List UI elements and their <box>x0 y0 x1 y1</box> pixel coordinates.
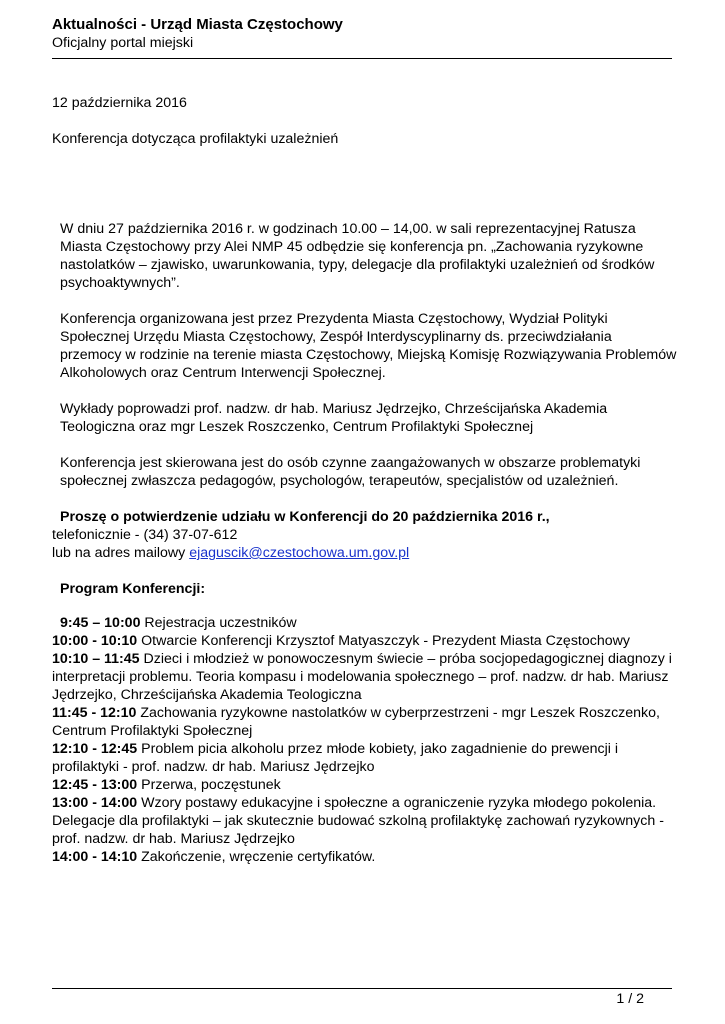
program-item <box>52 632 677 650</box>
program-time: 10:00 - 10:10 <box>52 633 138 649</box>
confirmation-email-line <box>52 544 677 562</box>
article-date: 12 października 2016 <box>52 95 187 111</box>
confirmation-block <box>52 508 677 562</box>
program-time: 12:10 - 12:45 <box>52 741 138 757</box>
confirmation-phone: telefonicznie - (34) 37-07-612 <box>52 527 238 543</box>
footer-divider <box>52 988 672 989</box>
header-divider <box>52 58 672 59</box>
program-desc: Otwarcie Konferencji Krzysztof Matyaszczyk - Prezydent Miasta Częstochowy <box>137 633 630 649</box>
site-subtitle: Oficjalny portal miejski <box>52 35 194 51</box>
program-desc: Zakończenie, wręczenie certyfikatów. <box>137 849 376 865</box>
page-number: 1 / 2 <box>616 991 644 1007</box>
paragraph-audience: Konferencja jest skierowana jest do osób czynne zaangażowanych w obszarze problematyki społecznej zwłaszcza pedagogów, psychologów, terapeutów, specjalistów od uzależnień. <box>60 455 641 489</box>
program-time: 14:00 - 14:10 <box>52 849 138 865</box>
program-heading: Program Konferencji: <box>60 581 206 597</box>
program-item <box>52 614 677 632</box>
article-body <box>52 94 677 866</box>
confirmation-heading: Proszę o potwierdzenie udziału w Konferencji do 20 października 2016 r., <box>60 509 550 525</box>
program-desc: Zachowania ryzykowne nastolatków w cyberprzestrzeni - mgr Leszek Roszczenko, Centrum Profilaktyki Społecznej <box>52 705 660 739</box>
paragraph-lecturers: Wykłady poprowadzi prof. nadzw. dr hab. Mariusz Jędrzejko, Chrześcijańska Akademia Teologiczna oraz mgr Leszek Roszczenko, Centrum Profilaktyki Społecznej <box>60 401 608 435</box>
paragraph-intro: W dniu 27 października 2016 r. w godzinach 10.00 – 14,00. w sali reprezentacyjnej Ratusza Miasta Częstochowy przy Alei NMP 45 odbędzie się konferencja pn. „Zachowania ryzykowne nastolatków – zjawisko, uwarunkowania, typy, delegacje dla profilaktyki uzależnień od środków psychoaktywnych”. <box>60 221 655 291</box>
program-time: 12:45 - 13:00 <box>52 777 138 793</box>
article-title: Konferencja dotycząca profilaktyki uzależnień <box>52 131 339 147</box>
program-desc: Wzory postawy edukacyjne i społeczne a ograniczenie ryzyka młodego pokolenia. Delegacje dla profilaktyki – jak skutecznie budować szkolną profilaktykę zachowań ryzykownych - prof. nadzw. dr hab. Mariusz Jędrzejko <box>52 795 664 847</box>
site-title: Aktualności - Urząd Miasta Częstochowy <box>52 16 343 33</box>
program-time: 10:10 – 11:45 <box>52 651 140 667</box>
email-prefix: lub na adres mailowy <box>52 545 190 561</box>
program-list <box>52 614 677 866</box>
paragraph-organizers: Konferencja organizowana jest przez Prezydenta Miasta Częstochowy, Wydział Polityki Społecznej Urzędu Miasta Częstochowy, Zespół Interdyscyplinarny ds. przeciwdziałania przemocy w rodzinie na terenie miasta Częstochowy, Miejską Komisję Rozwiązywania Problemów Alkoholowych oraz Centrum Interwencji Społecznej. <box>60 311 677 381</box>
program-item <box>52 776 677 794</box>
program-desc: Przerwa, poczęstunek <box>137 777 281 793</box>
email-link[interactable]: ejaguscik@czestochowa.um.gov.pl <box>189 545 410 561</box>
program-desc: Rejestracja uczestników <box>140 615 297 631</box>
program-desc: Dzieci i młodzież w ponowoczesnym świecie – próba socjopedagogicznej diagnozy i interpretacji problemu. Teoria kompasu i modelowania społecznego – prof. nadzw. dr hab. Mariusz Jędrzejko, Chrześcijańska Akademia Teologiczna <box>52 651 672 703</box>
program-item <box>52 848 677 866</box>
program-item <box>52 794 677 848</box>
document-header <box>52 16 672 53</box>
program-item <box>52 704 677 740</box>
program-item <box>52 740 677 776</box>
program-time: 11:45 - 12:10 <box>52 705 137 721</box>
program-time: 9:45 – 10:00 <box>60 615 141 631</box>
program-time: 13:00 - 14:00 <box>52 795 138 811</box>
program-desc: Problem picia alkoholu przez młode kobiety, jako zagadnienie do prewencji i profilaktyki - prof. nadzw. dr hab. Mariusz Jędrzejko <box>52 741 618 775</box>
program-item <box>52 650 677 704</box>
